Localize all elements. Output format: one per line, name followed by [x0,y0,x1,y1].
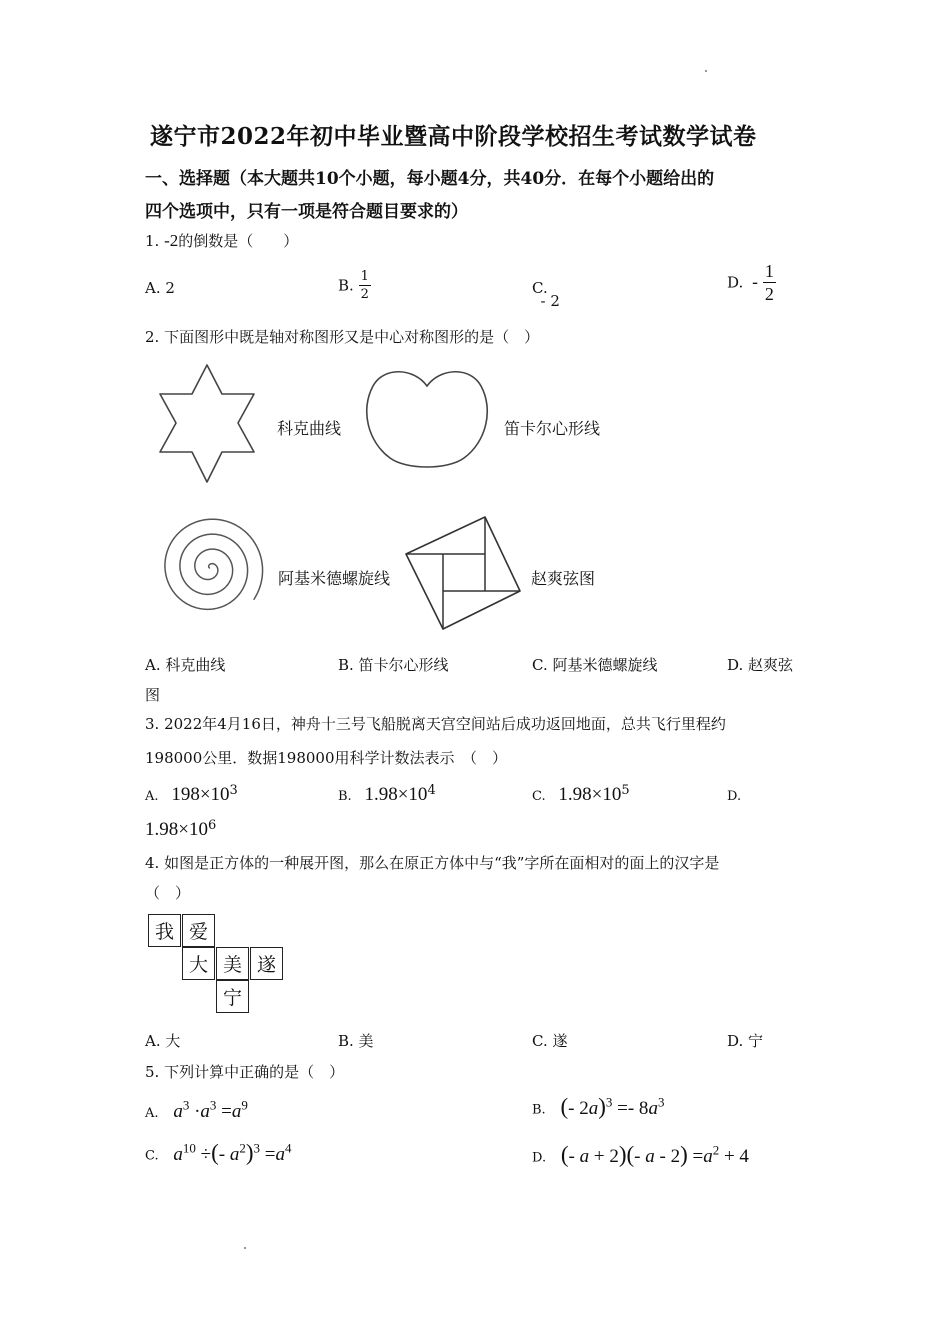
zhao-shuang-figure [402,514,526,634]
q5-option-d [532,1142,749,1168]
q3-c-exponent: 5 [621,783,630,798]
q1-d-label: D. [727,273,744,292]
q5-option-b [532,1094,664,1120]
q2-option-b: B. 笛卡尔心形线 [338,656,449,674]
q1-b-numerator: 1 [360,269,369,284]
q5-c-label: C. [145,1148,159,1164]
q3-a-label: A. [145,789,159,804]
scan-dot [705,70,707,72]
q4-option-c: C. 遂 [532,1032,568,1050]
q5-d-label: D. [532,1150,547,1166]
question-3-line1: 3. 2022年4月16日，神舟十三号飞船脱离天宫空间站后成功返回地面，总共飞行里程约 [145,715,726,733]
q3-d-label: D. [727,789,742,804]
q3-b-label: B. [338,789,352,804]
q1-b-denominator: 2 [360,287,369,302]
q3-d-exponent: 6 [207,818,217,833]
question-2-stem: 2. 下面图形中既是轴对称图形又是中心对称图形的是（ ） [145,328,540,346]
q3-d-base: 1.98×10 [145,819,208,840]
section-header-line1: 一、选择题（本大题共10个小题，每小题4分，共40分．在每个小题给出的 [145,169,715,189]
question-1 [145,230,298,251]
q5-option-a [145,1098,248,1123]
net-face-wo: 我 [148,914,181,947]
q1-option-c [532,279,572,310]
q3-option-d [145,818,216,841]
cardioid-label: 笛卡尔心形线 [504,419,601,438]
q1-d-numerator: 1 [764,261,774,281]
q3-option-d-label [727,786,741,804]
koch-curve-figure [150,362,265,487]
koch-curve-label: 科克曲线 [277,419,342,438]
q3-b-exponent: 4 [427,783,436,798]
q1-d-fraction [763,262,776,303]
question-5-stem: 5. 下列计算中正确的是（ ） [145,1063,345,1081]
net-face-ai: 爱 [182,914,215,947]
q1-c-label: C. [532,279,548,297]
q3-a-exponent: 3 [229,783,238,798]
q1-option-b [338,270,371,301]
q4-option-b: B. 美 [338,1032,374,1050]
question-4-line2: （ ） [145,884,191,902]
q2-option-a: A. 科克曲线 [145,656,226,674]
q1-option-d [727,262,776,303]
q1-d-sign: - [752,272,759,293]
q1-c-value: - 2 [540,292,560,310]
q5-a-expression: $a^3 \cdot a^3 =a^9$ [173,1098,248,1123]
q5-c-expression: $a^{10}$ ÷(- $a^2)^3 =a^4$ [173,1140,292,1165]
q1-stem: 的倒数是（ ） [178,232,299,250]
q1-prefix: 1. [145,232,160,250]
q2-option-d-wrap: 图 [145,686,161,704]
q3-option-a [145,783,238,806]
net-face-mei: 美 [216,947,249,980]
q5-b-expression: (- $2a)^3 =- 8a^3$ [560,1094,665,1119]
q3-c-label: C. [532,789,546,804]
q3-option-b [338,783,436,806]
question-4-line1: 4. 如图是正方体的一种展开图，那么在原正方体中与“我”字所在面相对的面上的汉字是 [145,854,720,872]
net-face-ning: 宁 [216,980,249,1013]
question-3-line2: 198000公里．数据198000用科学计数法表示 （ ） [145,749,508,767]
q1-expression: -2 [164,231,179,250]
q3-option-c [532,783,630,806]
q4-option-a: A. 大 [145,1032,181,1050]
q5-d-expression: (- a + 2)(- $a - 2) =a^2 + 4$ [560,1142,749,1167]
q4-option-d: D. 宁 [727,1032,764,1050]
q3-c-base: 1.98×10 [558,784,622,805]
q3-a-base: 198×10 [171,784,230,805]
q3-b-base: 1.98×10 [364,784,428,805]
q2-option-d: D. 赵爽弦 [727,656,794,674]
q5-a-label: A. [145,1105,159,1121]
zhao-shuang-label: 赵爽弦图 [531,569,596,588]
q1-b-label: B. [338,276,354,295]
q5-option-c [145,1140,291,1166]
net-face-sui: 遂 [250,947,283,980]
section-header-line2: 四个选项中，只有一项是符合题目要求的） [145,202,468,222]
q2-option-c: C. 阿基米德螺旋线 [532,656,658,674]
q1-d-denominator: 2 [764,284,774,304]
q1-b-fraction [359,270,371,301]
exam-title: 遂宁市2022年初中毕业暨高中阶段学校招生考试数学试卷 [150,123,757,150]
q5-b-label: B. [532,1102,546,1118]
archimedean-spiral-label: 阿基米德螺旋线 [278,569,391,588]
net-face-da: 大 [182,947,215,980]
cardioid-figure [364,362,490,474]
q1-option-a: A. 2 [145,279,175,297]
archimedean-spiral-figure [150,512,268,624]
scan-dot [244,1247,246,1249]
